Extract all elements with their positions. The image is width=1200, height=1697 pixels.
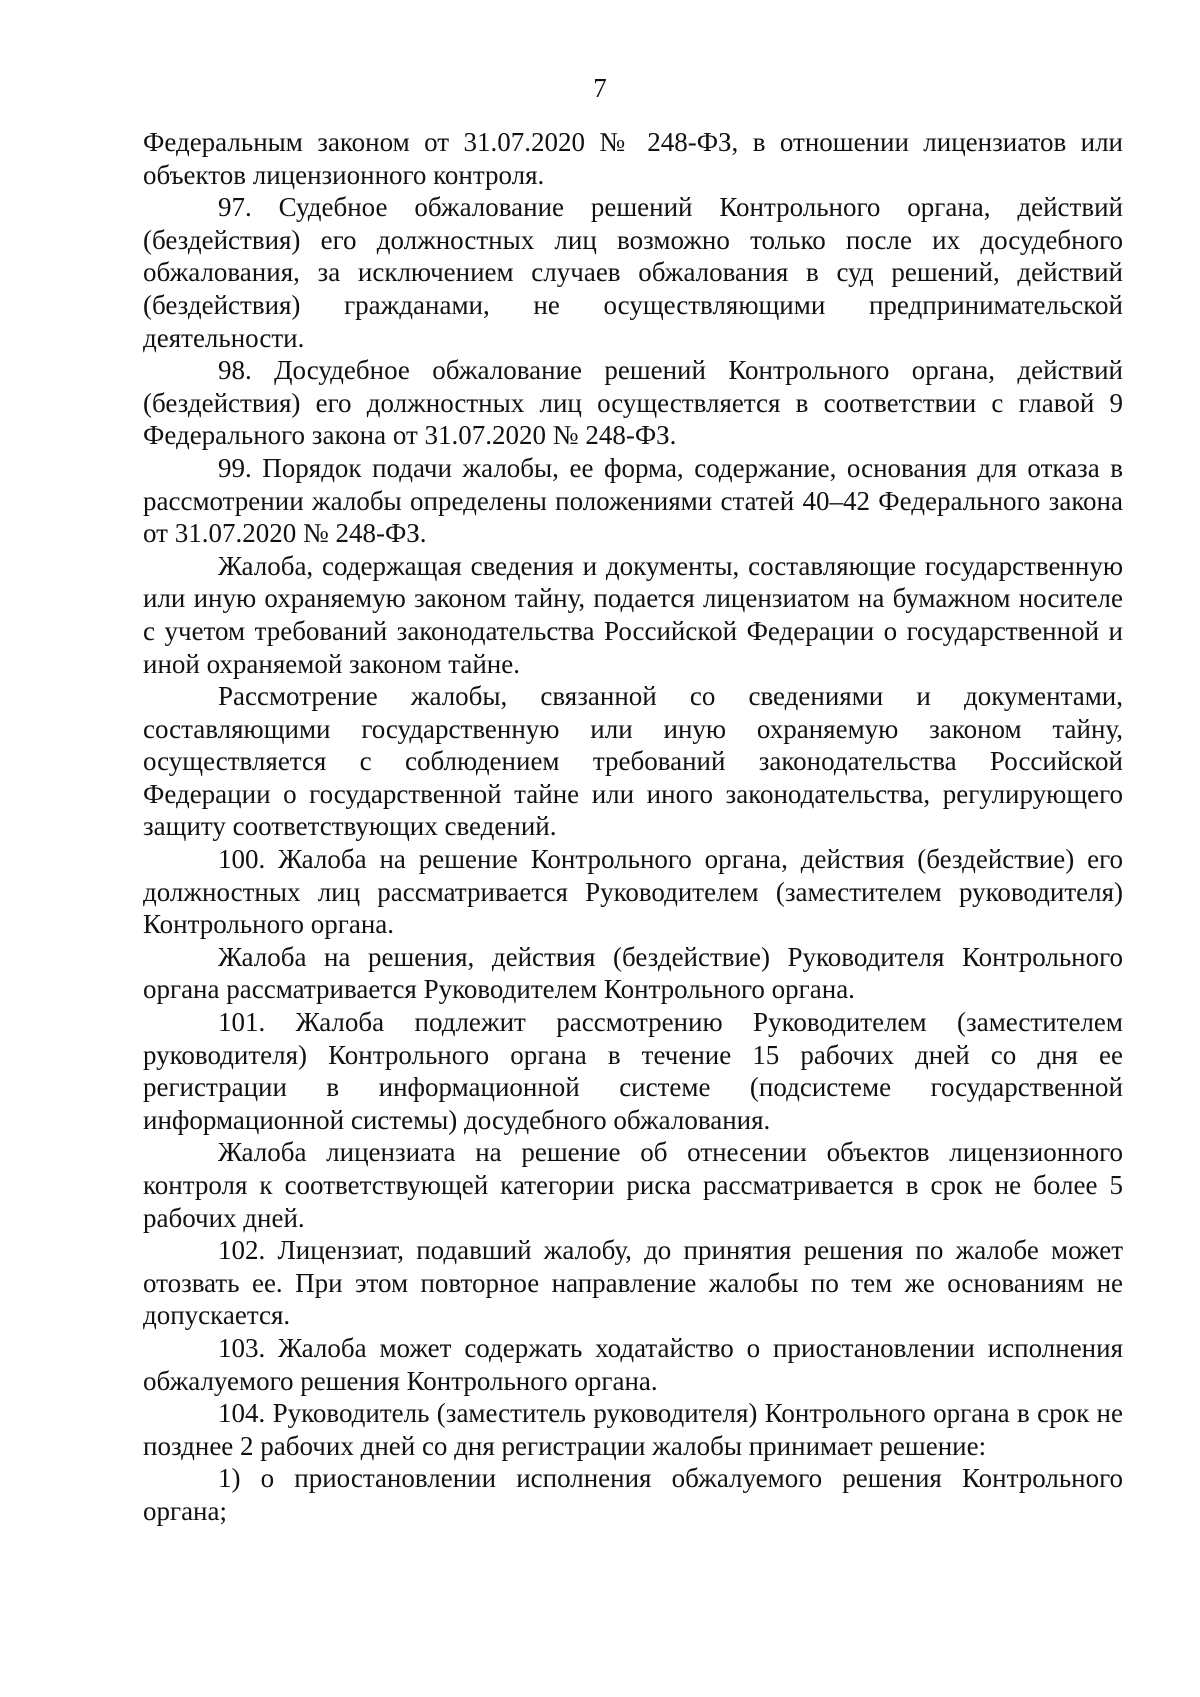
paragraph-99-secret-complaint: Жалоба, содержащая сведения и документы, составляющие государственную или иную охраняемую законом тайну, подается лицензиатом на бумажном носителе с учетом требований законодательства Российской Федерации о государственной и иной охраняемой законом тайне. [143,550,1123,679]
document-body [143,126,1123,1528]
paragraph-99: 99. Порядок подачи жалобы, ее форма, содержание, основания для отказа в рассмотрении жалобы определены положениями статей 40–42 Федерального закона от 31.07.2020 № 248-ФЗ. [143,452,1123,549]
paragraph-continuation: Федеральным законом от 31.07.2020 № 248-ФЗ, в отношении лицензиатов или объектов лицензионного контроля. [143,127,1123,190]
paragraph-100: 100. Жалоба на решение Контрольного органа, действия (бездействие) его должностных лиц рассматривается Руководителем (заместителем руководителя) Контрольного органа. [143,844,1123,940]
paragraph-104: 104. Руководитель (заместитель руководителя) Контрольного органа в срок не позднее 2 рабочих дней со дня регистрации жалобы принимает решение: [143,1398,1123,1461]
paragraph-101: 101. Жалоба подлежит рассмотрению Руководителем (заместителем руководителя) Контрольного органа в течение 15 рабочих дней со дня ее регистрации в информационной системе (подсистеме государственной информационной системы) досудебного обжалования. [143,1007,1123,1135]
paragraph-102: 102. Лицензиат, подавший жалобу, до принятия решения по жалобе может отозвать ее. При этом повторное направление жалобы по тем же основаниям не допускается. [143,1235,1123,1331]
paragraph-100-head-complaint: Жалоба на решения, действия (бездействие) Руководителя Контрольного органа рассматривается Руководителем Контрольного органа. [143,941,1123,1005]
paragraph-97: 97. Судебное обжалование решений Контрольного органа, действий (бездействия) его должностных лиц возможно только после их досудебного обжалования, за исключением случаев обжалования в суд решений, действий (бездействия) гражданами, не осуществляющими предпринимательской деятельности. [143,192,1123,353]
paragraph-104-item-1: 1) о приостановлении исполнения обжалуемого решения Контрольного органа; [143,1463,1123,1526]
paragraph-98: 98. Досудебное обжалование решений Контрольного органа, действий (бездействия) его должностных лиц осуществляется в соответствии с главой 9 Федерального закона от 31.07.2020 № 248-ФЗ. [143,355,1123,451]
paragraph-101-risk-category: Жалоба лицензиата на решение об отнесении объектов лицензионного контроля к соответствующей категории риска рассматривается в срок не более 5 рабочих дней. [143,1137,1123,1233]
paragraph-103: 103. Жалоба может содержать ходатайство о приостановлении исполнения обжалуемого решения Контрольного органа. [143,1332,1123,1396]
paragraph-99-secret-review: Рассмотрение жалобы, связанной со сведениями и документами, составляющими государственную или иную охраняемую законом тайну, осуществляется с соблюдением требований законодательства Российской Федерации о государственной тайне или иного законодательства, регулирующего защиту соответствующих сведений. [143,681,1123,842]
page-number: 7 [593,73,607,103]
